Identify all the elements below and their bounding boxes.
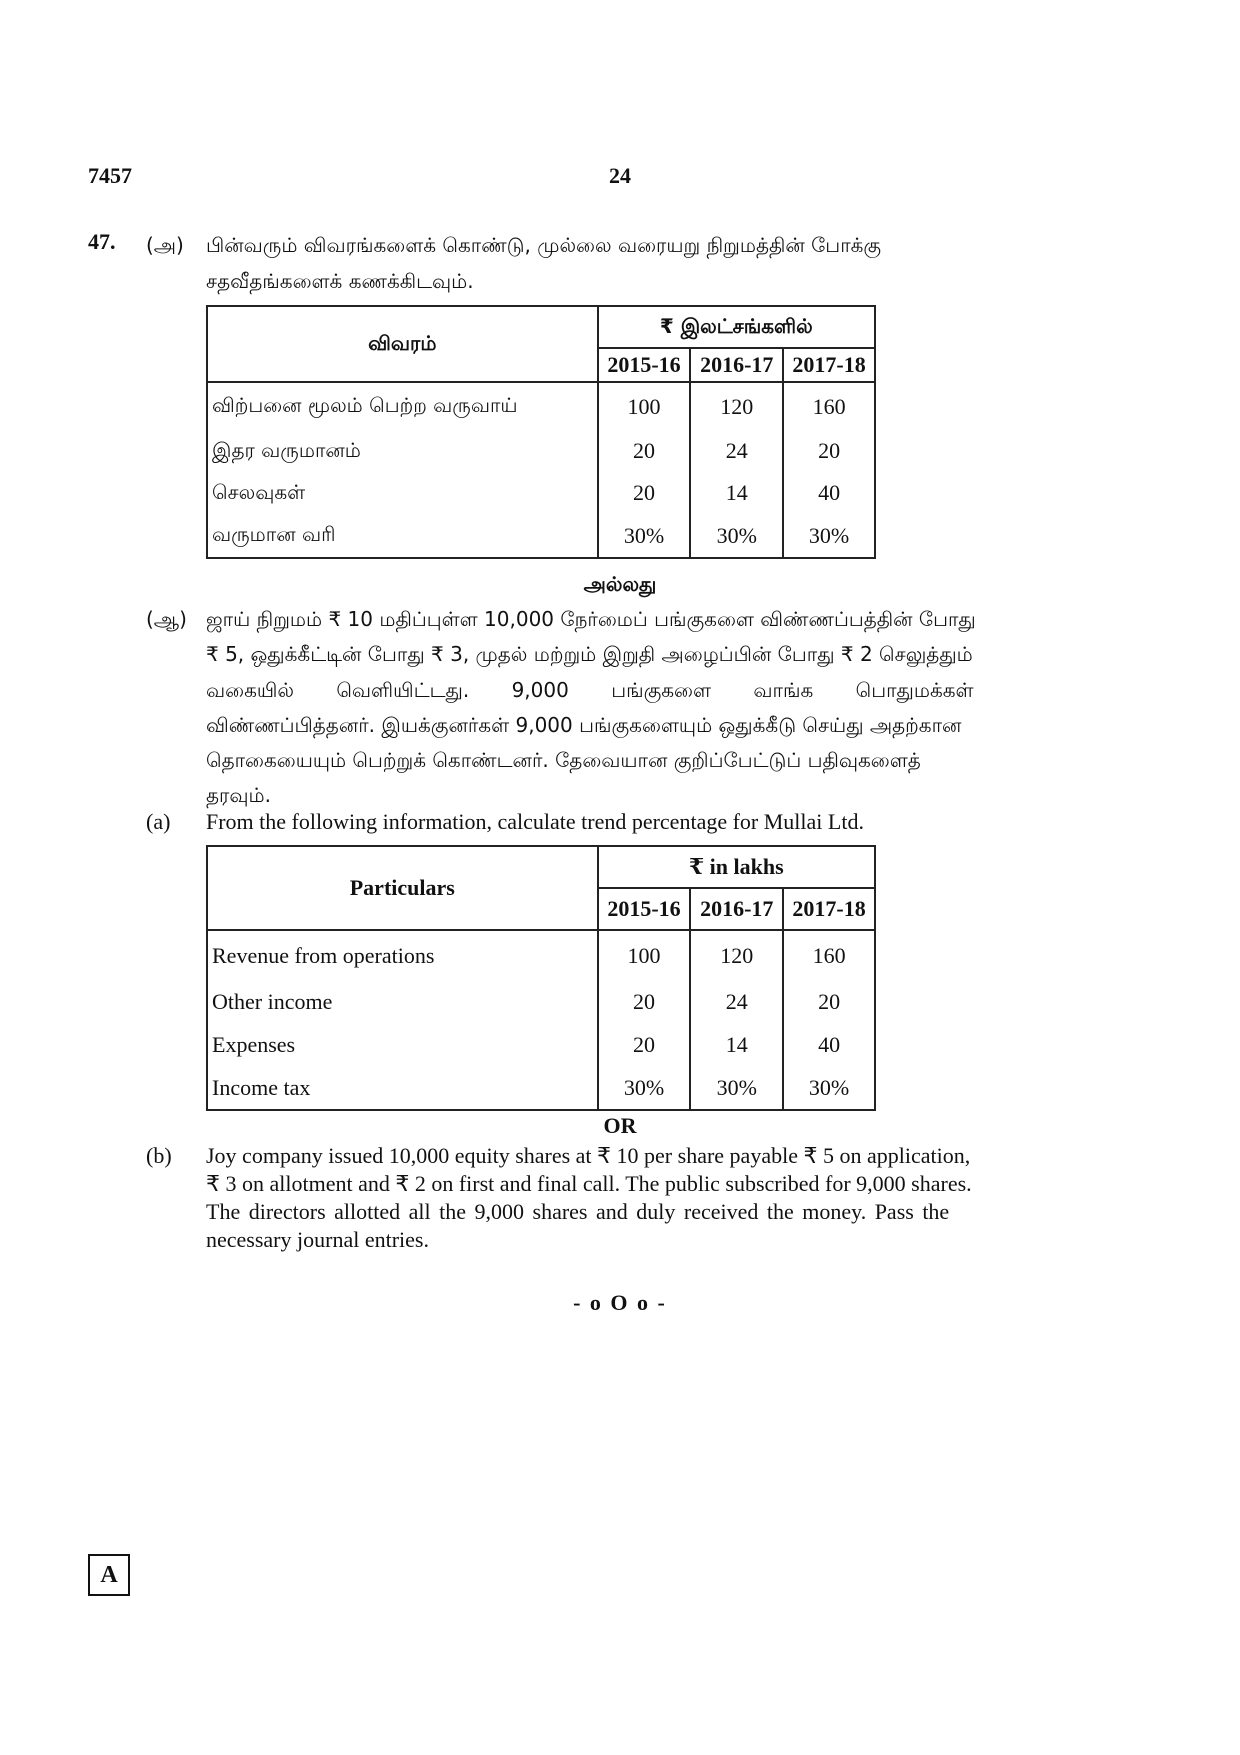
- row-name: Expenses: [207, 1023, 598, 1066]
- page-number: 24: [609, 163, 631, 188]
- cell-value: 20: [598, 1023, 691, 1066]
- table-row: [207, 980, 875, 1023]
- row-name: வருமான வரி: [207, 514, 598, 558]
- row-name: Revenue from operations: [207, 930, 598, 980]
- cell-value: 20: [598, 980, 691, 1023]
- english-part-b-line-4: necessary journal entries.: [206, 1227, 429, 1252]
- cell-value: 20: [598, 430, 691, 472]
- table-row: [207, 514, 875, 558]
- tamil-or-label: அல்லது: [583, 572, 657, 596]
- english-table-particulars-header: Particulars: [207, 846, 598, 930]
- english-trend-table: [206, 845, 876, 1111]
- tamil-part-b-line-5: தொகையையும் பெற்றுக் கொண்டனர். தேவையான குறிப்பேட்டுப் பதிவுகளைத்: [206, 748, 921, 772]
- end-mark: - o O o -: [573, 1290, 667, 1315]
- tamil-part-a-line-1: பின்வரும் விவரங்களைக் கொண்டு, முல்லை வரையறு நிறுமத்தின் போக்கு: [206, 233, 882, 257]
- cell-value: 24: [690, 980, 783, 1023]
- english-table-year: 2015-16: [598, 888, 691, 930]
- cell-value: 14: [690, 472, 783, 514]
- tamil-table-currency-header: ₹ இலட்சங்களில்: [598, 306, 875, 348]
- table-row: [207, 930, 875, 980]
- cell-value: 40: [783, 1023, 875, 1066]
- english-part-b-line-1: Joy company issued 10,000 equity shares at ₹ 10 per share payable ₹ 5 on application,: [206, 1143, 971, 1168]
- english-part-b-label: (b): [146, 1143, 172, 1168]
- tamil-part-a-line-2: சதவீதங்களைக் கணக்கிடவும்.: [206, 269, 474, 293]
- english-part-b-line-2: ₹ 3 on allotment and ₹ 2 on first and final call. The public subscribed for 9,000 shares.: [206, 1171, 972, 1196]
- english-part-a-text: From the following information, calculate trend percentage for Mullai Ltd.: [206, 809, 864, 834]
- cell-value: 20: [783, 980, 875, 1023]
- tamil-table-particulars-header: விவரம்: [207, 306, 598, 382]
- cell-value: 30%: [783, 514, 875, 558]
- tamil-table-year: 2017-18: [783, 348, 875, 382]
- tamil-table-year: 2016-17: [690, 348, 783, 382]
- cell-value: 20: [783, 430, 875, 472]
- tamil-trend-table: [206, 305, 876, 559]
- table-row: [207, 1023, 875, 1066]
- cell-value: 100: [598, 930, 691, 980]
- tamil-part-b-line-2: ₹ 5, ஒதுக்கீட்டின் போது ₹ 3, முதல் மற்றும் இறுதி அழைப்பின் போது ₹ 2 செலுத்தும்: [206, 642, 973, 666]
- english-or-label: OR: [603, 1113, 637, 1138]
- question-number: 47.: [88, 229, 116, 254]
- row-name: Other income: [207, 980, 598, 1023]
- cell-value: 100: [598, 382, 691, 430]
- row-name: செலவுகள்: [207, 472, 598, 514]
- tamil-part-b-label: (ஆ): [146, 607, 187, 631]
- version-box: A: [88, 1554, 130, 1596]
- english-part-b-line-3: The directors allotted all the 9,000 shares and duly received the money. Pass the: [206, 1199, 950, 1224]
- cell-value: 120: [690, 930, 783, 980]
- english-table-currency-header: ₹ in lakhs: [598, 846, 875, 888]
- english-table-year: 2016-17: [690, 888, 783, 930]
- cell-value: 30%: [598, 1066, 691, 1110]
- cell-value: 30%: [690, 1066, 783, 1110]
- tamil-part-a-label: (அ): [146, 233, 184, 257]
- tamil-table-year: 2015-16: [598, 348, 691, 382]
- english-table-year: 2017-18: [783, 888, 875, 930]
- tamil-part-b-line-4: விண்ணப்பித்தனர். இயக்குனர்கள் 9,000 பங்குகளையும் ஒதுக்கீடு செய்து அதற்கான: [206, 713, 962, 737]
- cell-value: 160: [783, 930, 875, 980]
- row-name: இதர வருமானம்: [207, 430, 598, 472]
- table-row: [207, 430, 875, 472]
- cell-value: 30%: [783, 1066, 875, 1110]
- cell-value: 30%: [690, 514, 783, 558]
- row-name: விற்பனை மூலம் பெற்ற வருவாய்: [207, 382, 598, 430]
- table-row: [207, 1066, 875, 1110]
- cell-value: 30%: [598, 514, 691, 558]
- english-part-a-label: (a): [146, 809, 171, 834]
- cell-value: 120: [690, 382, 783, 430]
- tamil-part-b-line-1: ஜாய் நிறுமம் ₹ 10 மதிப்புள்ள 10,000 நேர்மைப் பங்குகளை விண்ணப்பத்தின் போது: [206, 607, 976, 631]
- tamil-part-b-line-3: வகையில் வெளியிட்டது. 9,000 பங்குகளை வாங்க பொதுமக்கள்: [206, 678, 974, 702]
- tamil-part-b-line-6: தரவும்.: [206, 783, 271, 807]
- cell-value: 40: [783, 472, 875, 514]
- cell-value: 160: [783, 382, 875, 430]
- table-row: [207, 382, 875, 430]
- cell-value: 14: [690, 1023, 783, 1066]
- cell-value: 24: [690, 430, 783, 472]
- paper-code: 7457: [88, 163, 132, 188]
- row-name: Income tax: [207, 1066, 598, 1110]
- table-row: [207, 472, 875, 514]
- cell-value: 20: [598, 472, 691, 514]
